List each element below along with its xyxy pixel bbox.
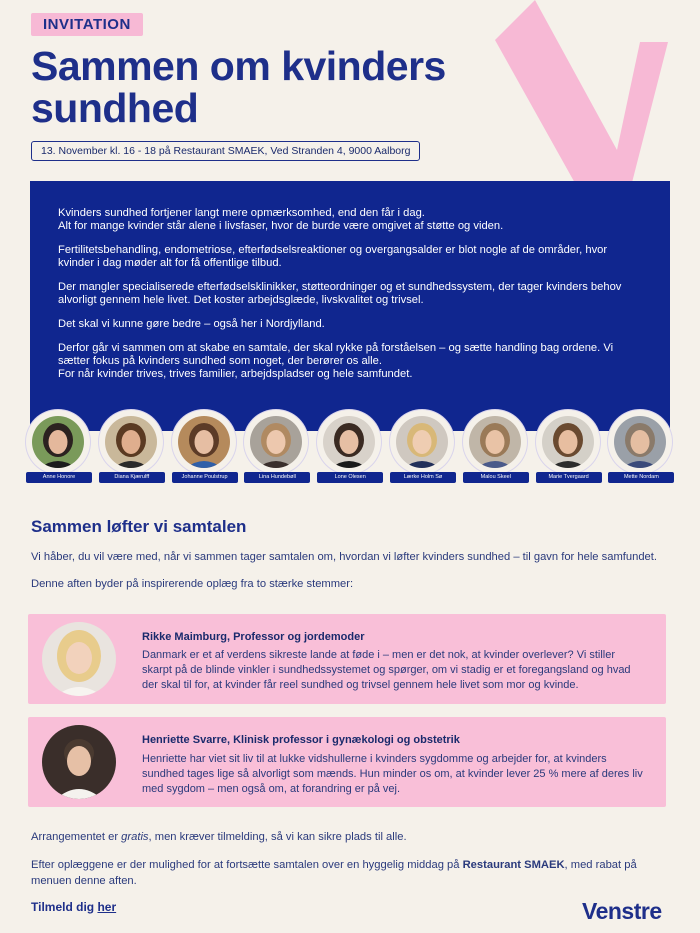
panel-paragraph: Det skal vi kunne gøre bedre – også her i Nordjylland. bbox=[58, 318, 325, 330]
section-heading: Sammen løfter vi samtalen bbox=[31, 517, 247, 536]
speaker-avatar bbox=[42, 725, 116, 799]
candidate-portrait bbox=[390, 410, 456, 490]
panel-paragraph: Der mangler specialiserede efterfødselsklinikker, støtteordninger og et sundhedssystem, der tager kvinders behov alvorligt gennem hele livet. Det koster arbejdsglæde, livskvalitet og trivsel. bbox=[58, 281, 622, 306]
signup-here-link[interactable]: her bbox=[97, 900, 117, 914]
portrait-name: Lone Olesen bbox=[317, 472, 383, 483]
portrait-photo bbox=[178, 416, 230, 468]
intro-panel bbox=[30, 181, 670, 431]
portrait-name: Malou Skeel bbox=[463, 472, 529, 483]
portrait-name: Anne Honore bbox=[26, 472, 92, 483]
page-title: Sammen om kvinders sundhed bbox=[31, 43, 446, 131]
speaker-card bbox=[28, 614, 666, 704]
panel-paragraph: Kvinders sundhed fortjener langt mere opmærksomhed, end den får i dag. Alt for mange kvinder står alene i livsfaser, hvor de burde være omgivet af støtte og viden. bbox=[58, 207, 504, 232]
portrait-name: Johanne Poulstrup bbox=[172, 472, 238, 483]
portrait-name: Marie Tvergaard bbox=[536, 472, 602, 483]
speaker-avatar bbox=[42, 622, 116, 696]
portrait-name: Mette Nordam bbox=[608, 472, 674, 483]
candidate-portrait bbox=[608, 410, 674, 490]
candidate-portrait bbox=[463, 410, 529, 490]
free-admission-text: Arrangementet er gratis, men kræver tilmelding, så vi kan sikre plads til alle. bbox=[31, 831, 407, 843]
section-intro-speakers: Denne aften byder på inspirerende oplæg fra to stærke stemmer: bbox=[31, 578, 354, 590]
candidate-portrait bbox=[317, 410, 383, 490]
speaker-bio: Henriette har viet sit liv til at lukke vidshullerne i kvinders sygdomme og arbejder for, at kvinders sundhed tages lige så alvorligt som mænds. Hun minder os om, at kvinder lever 25 % mere af deres liv med sygdom – men også om, at forandring er på vej. bbox=[142, 753, 643, 795]
portrait-photo bbox=[542, 416, 594, 468]
portrait-name: Lina Hundebøll bbox=[244, 472, 310, 483]
portrait-photo bbox=[250, 416, 302, 468]
panel-paragraph: Derfor går vi sammen om at skabe en samtale, der skal rykke på forståelsen – og sætte handling bag ordene. Vi sætter fokus på kvinders sundhed som noget, der berører os alle. For når kvinder trives, trives familier, arbejdspladser og hele samfundet. bbox=[58, 342, 614, 380]
portrait-photo bbox=[396, 416, 448, 468]
signup-link[interactable]: Tilmeld dig her bbox=[31, 900, 117, 914]
candidate-portrait bbox=[172, 410, 238, 490]
portrait-name: Diana Kjærulff bbox=[99, 472, 165, 483]
speaker-bio: Danmark er et af verdens sikreste lande at føde i – men er det nok, at kvinder overlever? Vi stiller skarpt på de blinde vinkler i sundhedssystemet og spørger, om vi stadig er et foregangsland og hvad der skal til for, at kvinder får reel sundhed og trivsel gennem hele livet som mor og kvinde. bbox=[142, 649, 631, 691]
portrait-photo bbox=[32, 416, 84, 468]
candidate-portraits bbox=[26, 410, 676, 490]
portrait-photo bbox=[469, 416, 521, 468]
portrait-photo bbox=[323, 416, 375, 468]
speaker-card bbox=[28, 717, 666, 807]
event-info: 13. November kl. 16 - 18 på Restaurant SMAEK, Ved Stranden 4, 9000 Aalborg bbox=[31, 141, 420, 161]
candidate-portrait bbox=[26, 410, 92, 490]
panel-paragraph: Fertilitetsbehandling, endometriose, efterfødselsreaktioner og overgangsalder er blot nogle af de områder, hvor kvinder i dag møder alt for få offentlige tilbud. bbox=[58, 244, 608, 269]
speaker-name: Henriette Svarre, Klinisk professor i gynækologi og obstetrik bbox=[142, 734, 460, 746]
portrait-photo bbox=[105, 416, 157, 468]
section-intro: Vi håber, du vil være med, når vi sammen tager samtalen om, hvordan vi løfter kvinders sundhed – til gavn for hele samfundet. bbox=[31, 551, 657, 563]
candidate-portrait bbox=[536, 410, 602, 490]
dinner-text: Efter oplæggene er der mulighed for at fortsætte samtalen over en hyggelig middag på Restaurant SMAEK, med rabat på menuen denne aften. bbox=[31, 859, 637, 887]
invitation-badge: INVITATION bbox=[31, 13, 143, 36]
speaker-name: Rikke Maimburg, Professor og jordemoder bbox=[142, 631, 365, 643]
venstre-logo: Venstre bbox=[582, 898, 662, 924]
portrait-name: Lærke Holm Sø bbox=[390, 472, 456, 483]
portrait-photo bbox=[614, 416, 666, 468]
candidate-portrait bbox=[99, 410, 165, 490]
candidate-portrait bbox=[244, 410, 310, 490]
